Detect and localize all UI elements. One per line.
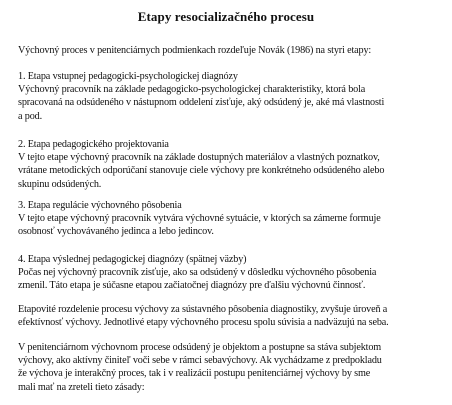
text-line: Etapovité rozdelenie procesu výchovy za sústavného pôsobenia diagnostiky, zvyšuje úroveň a: [18, 304, 388, 315]
text-line: výchovy, ako aktívny činiteľ voči sebe v rámci sebavýchovy. Ak vychádzame z predpokladu: [18, 355, 382, 367]
stage-2-section: [18, 138, 446, 191]
stages-summary-paragraph: [18, 303, 446, 329]
text-line: V tejto etape výchovný pracovník vytvára výchovné sytuácie, v ktorých sa zámerne formuje: [18, 213, 381, 225]
text-line: spracovaná na odsúdeného v nástupnom oddelení zisťuje, aký odsúdený je, aké má vlastnosti: [18, 97, 385, 109]
text-line: V tejto etape výchovný pracovník na základe dostupných materiálov a vlastných poznatkov,: [18, 152, 380, 164]
closing-paragraph: [18, 341, 446, 394]
stage-2-heading: 2. Etapa pedagogického projektovania: [18, 139, 169, 150]
text-line: že výchova je interakčný proces, tak i v realizácii postupu penitenciárnej výchovy by sme: [18, 368, 371, 380]
text-line: zmenil. Táto etapa je súčasne etapou začiatočnej diagnózy pre ďalšiu výchovnú činnosť.: [18, 280, 366, 292]
text-line: osobnosť vychovávaného jedinca a lebo jedincov.: [18, 226, 214, 238]
stage-4-section: [18, 253, 446, 293]
text-line: efektívnosť výchovy. Jednotlivé etapy výchovného procesu spolu súvisia a nadväzujú na seba.: [18, 317, 389, 329]
stage-1-section: [18, 70, 446, 123]
intro-paragraph: [18, 44, 446, 57]
stage-3-section: [18, 199, 446, 239]
text-line: vrátane metodických odporúčaní stanovuje ciele výchovy pre konkrétneho odsúdeného alebo: [18, 165, 385, 177]
text-line: Počas nej výchovný pracovník zisťuje, ako sa odsúdený v dôsledku výchovného pôsobenia: [18, 267, 377, 279]
text-line: mali mať na zreteli tieto zásady:: [18, 381, 145, 393]
text-line: skupinu odsúdených.: [18, 178, 102, 190]
stage-4-heading: 4. Etapa výslednej pedagogickej diagnózy (spätnej väzby): [18, 254, 247, 265]
text-line: Výchovný pracovník na základe pedagogicko-psychologickej charakteristiky, ktorá bola: [18, 84, 366, 96]
text-line: Výchovný proces v penitenciárnych podmienkach rozdeľuje Novák (1986) na styri etapy:: [18, 45, 372, 56]
stage-1-heading: 1. Etapa vstupnej pedagogicki-psychologickej diagnózy: [18, 71, 238, 82]
page-title: Etapy resocializačného procesu: [137, 9, 315, 24]
stage-3-heading: 3. Etapa regulácie výchovného pôsobenia: [18, 200, 182, 211]
text-line: V penitenciárnom výchovnom procese odsúdený je objektom a postupne sa stáva subjektom: [18, 342, 382, 353]
text-line: a pod.: [18, 110, 42, 122]
